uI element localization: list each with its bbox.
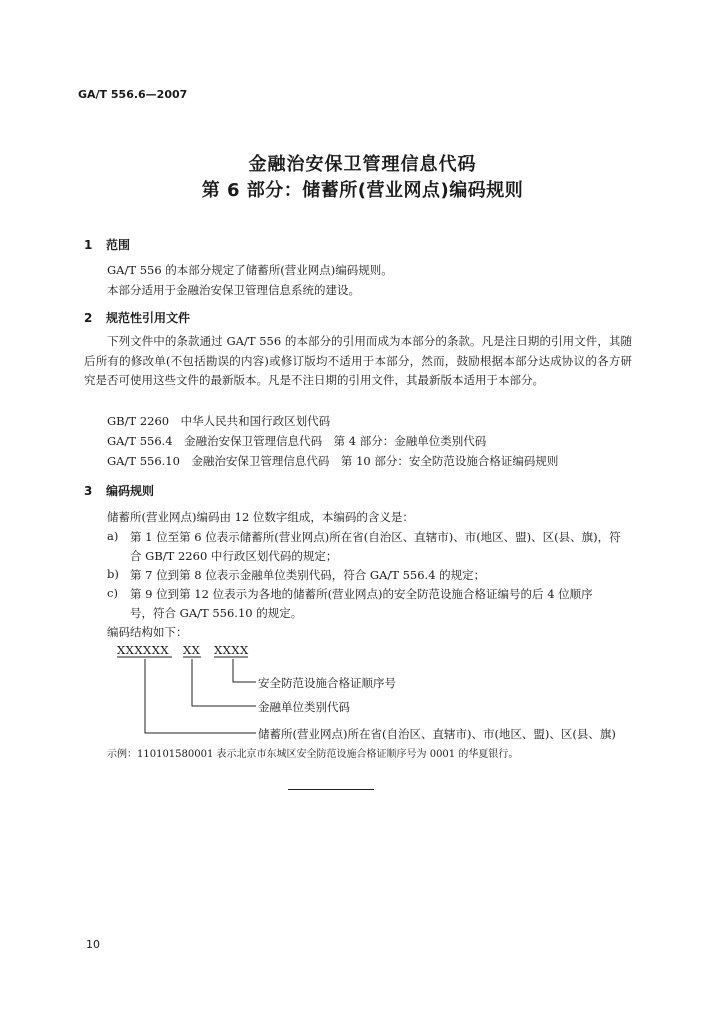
section-1-number: 1 xyxy=(84,238,93,252)
code-part-region: XXXXXX xyxy=(117,643,170,657)
annotation-region: 储蓄所(营业网点)所在省(自治区、直辖市)、市(地区、盟)、区(县、旗) xyxy=(258,727,616,741)
reference-item: GA/T 556.10 金融治安保卫管理信息代码 第 10 部分：安全防范设施合格证编码规则 xyxy=(107,454,559,468)
section-3-number: 3 xyxy=(84,484,93,498)
page-number: 10 xyxy=(86,938,100,951)
section-2-title: 规范性引用文件 xyxy=(106,311,191,325)
list-item-text: 第 9 位到第 12 位表示为各地的储蓄所(营业网点)的安全防范设施合格证编号的后 4 位顺序 xyxy=(130,587,593,601)
list-item-label: b) xyxy=(107,567,119,581)
list-item-text: 第 1 位至第 6 位表示储蓄所(营业网点)所在省(自治区、直辖市)、市(地区、盟)、区(县、旗)，符 xyxy=(130,530,621,544)
reference-item: GB/T 2260 中华人民共和国行政区划代码 xyxy=(107,414,331,428)
end-rule xyxy=(288,789,374,790)
code-part-unit-type: XX xyxy=(183,643,201,657)
section-1-paragraph-2: 本部分适用于金融治安保卫管理信息系统的建设。 xyxy=(107,283,360,297)
list-item-text-continued: 合 GB/T 2260 中行政区划代码的规定； xyxy=(130,549,338,563)
section-2-intro: 下列文件中的条款通过 GA/T 556 的本部分的引用而成为本部分的条款。凡是注日期的引用文件，其随后所有的修改单(不包括勘误的内容)或修订版均不适用于本部分，然而，鼓励根据本部分达成协议的各方研究是否可使用这些文件的最新版本。凡是不注日期的引用文件，其最新版本适用于本部分。 xyxy=(84,334,632,387)
section-3-heading xyxy=(84,482,154,499)
annotation-unit-type: 金融单位类别代码 xyxy=(258,700,350,714)
section-1-title: 范围 xyxy=(106,238,131,252)
section-3-intro: 储蓄所(营业网点)编码由 12 位数字组成，本编码的含义是： xyxy=(107,510,414,524)
standard-code: GA/T 556.6—2007 xyxy=(78,88,188,101)
section-3-title: 编码规则 xyxy=(106,484,155,498)
reference-item: GA/T 556.4 金融治安保卫管理信息代码 第 4 部分：金融单位类别代码 xyxy=(107,434,487,448)
connector-line xyxy=(145,659,256,733)
document-title: 金融治安保卫管理信息代码 xyxy=(248,154,477,175)
section-1-heading xyxy=(84,236,130,253)
list-item-label: c) xyxy=(107,586,118,600)
connector-line xyxy=(192,659,256,706)
list-item-label: a) xyxy=(107,529,119,543)
section-2-heading xyxy=(84,309,190,326)
section-2-number: 2 xyxy=(84,311,93,325)
structure-label: 编码结构如下： xyxy=(107,625,188,639)
code-part-sequence: XXXX xyxy=(214,643,249,657)
annotation-sequence-number: 安全防范设施合格证顺序号 xyxy=(258,676,396,690)
section-1-paragraph-1: GA/T 556 的本部分规定了储蓄所(营业网点)编码规则。 xyxy=(107,263,393,277)
list-item-text-continued: 号，符合 GA/T 556.10 的规定。 xyxy=(130,606,303,620)
connector-line xyxy=(233,659,256,682)
document-subtitle: 第 6 部分：储蓄所(营业网点)编码规则 xyxy=(201,180,524,201)
list-item-text: 第 7 位到第 8 位表示金融单位类别代码，符合 GA/T 556.4 的规定； xyxy=(130,568,486,582)
example-note: 示例：110101580001 表示北京市东城区安全防范设施合格证顺序号为 0001 的华夏银行。 xyxy=(107,749,519,760)
